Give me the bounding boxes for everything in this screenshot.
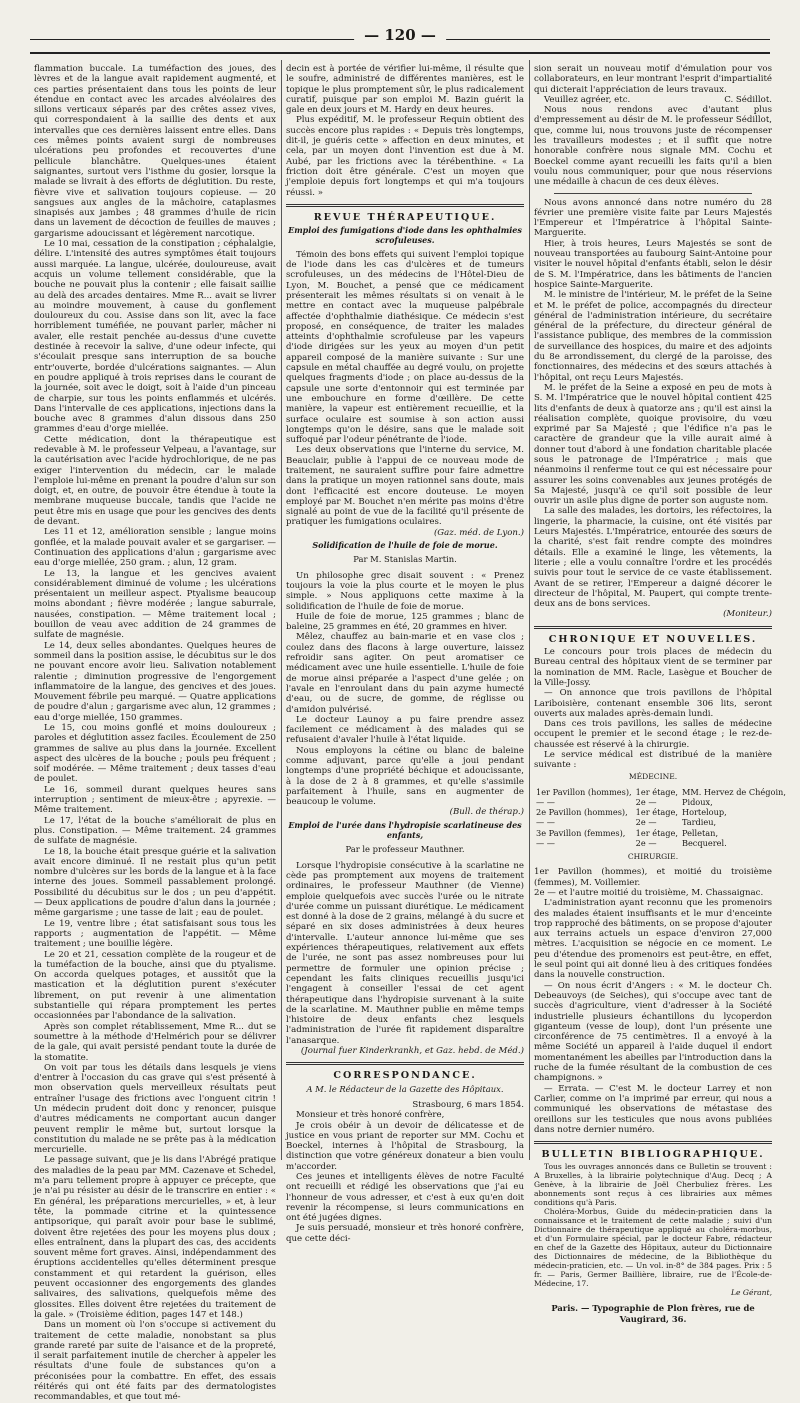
gerant-label: Le Gérant, [730, 1288, 772, 1298]
paragraph: decin est à portée de vérifier lui-même, il résulte que le soufre, administré de différentes manières, est le topique le plus promptement sûr, le plus radicalement curatif, puisque par son emploi M. Bazin guérit la gale en deux jours et M. Hardy en deux heures. [286, 64, 524, 116]
paragraph: Le docteur Launoy a pu faire prendre assez facilement ce médicament à des malades qui se refusaient d'avaler l'huile à l'état liquide. [286, 714, 524, 746]
paragraph: Le 15, cou moins gonflé et moins douloureux ; paroles et déglutition assez faciles. Écoulement de 250 grammes de salive au plus dans la journée. Excellent aspect des ulcères de la bouche ; pouls peu fréquent ; soif modérée. — Même traitement ; deux tasses d'eau de poulet. [34, 723, 276, 785]
paragraph: Les 11 et 12, amélioration sensible ; langue moins gonflée, et la malade pouvait avaler et se gargariser. — Continuation des applications d'alun ; gargarisme avec eau d'orge miellée, 250 gram. ; alun, 12 gram. [34, 527, 276, 569]
paragraph: Plus expéditif, M. le professeur Requin obtient des succès encore plus rapides : « Depuis très longtemps, dit-il, je guéris cette » affection en deux minutes, et cela, par un moyen dont l'invention est due à M. Aubé, par les frictions avec la térébenthine. « La friction doit être générale. C'est un moyen que j'emploie depuis fort longtemps et qui m'a toujours réussi. » [286, 115, 524, 198]
paragraph: — On annonce que trois pavillons de l'hôpital Lariboisière, contenant ensemble 306 lits, seront ouverts aux malades après-demain lundi. [534, 688, 772, 719]
section-rule [534, 1141, 772, 1144]
paragraph: Mêlez, chauffez au bain-marie et en vase clos ; coulez dans des flacons à large ouverture, laissez refroidir sans agiter. On peut aromatiser ce médicament avec une huile essentielle. L'huile de foie de morue ainsi préparée a l'aspect d'une gelée ; on l'avale en l'enroulant dans du pain azyme humecté d'eau, ou de sucre, de gomme, de réglisse ou d'amidon pulvérisé. [286, 632, 524, 715]
paragraph: On voit par tous les détails dans lesquels je viens d'entrer à l'occasion du cas grave qui s'est présenté à mon observation quels merveilleux résultats peut entraîner l'usage des frictions avec l'onguent citrin ! Un médecin prudent doit donc y renoncer, puisque d'autres médicaments ne comportant aucun danger peuvent remplir le même but, surtout lorsque la constitution du malade ne se prête pas à la médication mercurielle. [34, 1062, 276, 1156]
letter-signature: C. Sédillot. [724, 94, 772, 105]
table-row: — — 2e — Tardieu, [536, 817, 717, 828]
column-1 [34, 64, 276, 1403]
paragraph: Le 17, l'état de la bouche s'améliorait de plus en plus. Constipation. — Même traitement. 24 grammes de sulfate de magnésie. [34, 815, 276, 847]
paragraph: Dans ces trois pavillons, les salles de médecine occupent le premier et le second étage ; le rez-de-chaussée est réservé à la chirurgie. [534, 719, 772, 750]
printer-footer: Paris. — Typographie de Plon frères, rue de Vaugirard, 36. [551, 1303, 755, 1324]
paragraph: Le 16, sommeil durant quelques heures sans interruption ; sentiment de mieux-être ; apyrexie. — Même traitement. [34, 784, 276, 816]
paragraph: Un philosophe grec disait souvent : « Prenez toujours la voie la plus courte et le moyen le plus simple. » Nous appliquons cette maxime à la solidification de l'huile de foie de morue. [286, 570, 524, 612]
ornament-rule [554, 193, 752, 194]
paragraph: sion serait un nouveau motif d'émulation pour vos collaborateurs, en leur montrant l'esprit d'impartialité qui dicterait l'appréciation de leurs travaux. [534, 64, 772, 95]
paragraph: Le 19, ventre libre ; état satisfaisant sous tous les rapports ; augmentation de l'appétit. — Même traitement ; une bouillie légère. [34, 918, 276, 950]
section-rule [286, 1062, 524, 1065]
section-title: CHRONIQUE ET NOUVELLES. [548, 633, 758, 645]
paragraph: Le 18, la bouche était presque guérie et la salivation avait encore diminué. Il ne restait plus qu'un petit nombre d'ulcères sur les bords de la langue et à la face interne des joues. Sommeil passablement prolongé. Possibilité du décubitus sur le dos ; un peu d'appétit. — Deux applications de poudre d'alun dans la journée ; même gargarisme ; une tasse de lait ; eau de poulet. [34, 846, 276, 919]
letter-salutation: Monsieur et très honoré confrère, [296, 1110, 445, 1121]
table-row: — — 2e — Pidoux, [536, 796, 713, 807]
paragraph: — Errata. — C'est M. le docteur Larrey et non Carlier, comme on l'a imprimé par erreur, qui nous a communiqué les observations de métastase des oreillons sur les testicules que nous avons publiées dans notre dernier numéro. [534, 1083, 772, 1135]
paragraph: Le 10 mai, cessation de la constipation ; céphalalgie, délire. L'intensité des autres symptômes était toujours aussi marquée. La langue, ulcérée, douloureuse, avait acquis un volume tellement considérable, que la bouche ne pouvait plus la contenir ; elle faisait saillie au delà des arcades dentaires. Mme R... avait se livrer au moindre mouvement, à cause du gonflement douloureux du cou. Assise dans son lit, avec la face horriblement tuméfiée, ne pouvant parler, mâcher ni avaler, elle restait penchée au-dessus d'une cuvette destinée à recevoir la salive, d'une odeur infecte, qui s'écoulait presque sans interruption de sa bouche entr'ouverte, bordée d'ulcérations saignantes. — Alun en poudre appliqué à trois reprises dans le courant de la journée, soit avec le doigt, soit à l'aide d'un pinceau de charpie, sur tous les points enflammés et ulcérés. Dans l'intervalle de ces applications, injections dans la bouche avec 8 grammes d'alun dissous dans 250 grammes d'eau d'orge miellée. [34, 239, 276, 435]
paragraph: Nous avons annoncé dans notre numéro du 28 février une première visite faite par Leurs Majestés l'Empereur et l'Impératrice à l'hôpital Sainte-Marguerite. [534, 197, 772, 239]
paragraph: M. le ministre de l'intérieur, M. le préfet de la Seine et M. le préfet de police, accompagnés du directeur général de l'administration intérieure, du secrétaire général de la préfecture, du directeur général de l'assistance publique, des membres de la commission de surveillance des hospices, du maire et des adjoints du 8e arrondissement, du clergé de la paroisse, des fonctionnaires, des médecins et des sœurs attachés à l'hôpital, ont reçu Leurs Majestés. [534, 290, 772, 383]
paragraph: Ces jeunes et intelligents élèves de notre Faculté ont recueilli et rédigé les observations que j'ai eu l'honneur de vous adresser, et c'est à eux qu'en doit revenir la récompense, si leurs communications en ont été jugées dignes. [286, 1171, 524, 1224]
paragraph: Le 14, deux selles abondantes. Quelques heures de sommeil dans la position assise, le décubitus sur le dos ne pouvant encore avoir lieu. Salivation notablement ralentie ; diminution progressive de l'engorgement inflammatoire de la langue, des gencives et des joues. Mouvement fébrile peu marqué. — Quatre applications de poudre d'alun ; gargarisme avec alun, 12 grammes ; eau d'orge miellée, 150 grammes. [34, 640, 276, 723]
paragraph: Nous employons la cétine ou blanc de baleine comme adjuvant, parce qu'elle a joui pendant longtemps d'une propriété béchique et adoucissante, à la dose de 2 à 8 grammes, et qu'elle s'assimile parfaitement à l'huile, sans en augmenter de beaucoup le volume. [286, 745, 524, 808]
letter-dateline: Strasbourg, 6 mars 1854. [412, 1099, 524, 1110]
paragraph: flammation buccale. La tuméfaction des joues, des lèvres et de la langue avait rapidement augmenté, et ces parties présentaient dans tous les points de leur étendue en contact avec les arcades alvéolaires des sillons verticaux séparés par des crêtes assez vives, qui correspondaient à la saillie des dents et aux intervalles que ces dernières laissent entre elles. Dans ces mêmes points avaient surgi de nombreuses ulcérations peu profondes et recouvertes d'une pellicule blanchâtre. Quelques-unes étaient saignantes, surtout vers l'isthme du gosier, lorsque la malade se livrait à des efforts de déglutition. Du reste, fièvre vive et salivation toujours copieuse. — 20 sangsues aux angles de la mâchoire, cataplasmes sinapisés aux jambes ; 48 grammes d'huile de ricin dans un lavement de décoction de feuilles de mauves ; gargarisme adoucissant et légèrement narcotique. [34, 64, 276, 239]
section-title: REVUE THÉRAPEUTIQUE. [313, 211, 497, 223]
paragraph: Le 13, la langue et les gencives avaient considérablement diminué de volume ; les ulcérations présentaient un meilleur aspect. Ptyalisme beaucoup moins abondant ; fièvre modérée ; langue saburrale, nausées, constipation. — Même traitement local ; bouillon de veau avec addition de 24 grammes de sulfate de magnésie. [34, 568, 276, 641]
column-divider [529, 60, 530, 1160]
article-title: Emploi de l'urée dans l'hydropisie scarlatineuse des enfants, [288, 819, 522, 841]
paragraph: Le passage suivant, que je lis dans l'Abrégé pratique des maladies de la peau par MM. Cazenave et Schedel, m'a paru tellement propre à appuyer ce précepte, que je n'ai pu résister au désir de le transcrire en entier : « En général, les préparations mercurielles, » et, à leur tête, la pommade citrine et la quintessence antipsorique, qui paraît avoir pour base le sublimé, doivent être rejetées des pour les moyens plus doux ; elles entraînent, dans la plupart des cas, des accidents souvent même fort graves. Ainsi, indépendamment des éruptions accidentelles qu'elles déterminent presque constamment et qui retardent la guérison, elles peuvent occasionner des engorgements des glandes salivaires, des salivations, quelquefois même des glossites. Elles doivent être rejetées du traitement de la gale. » (Troisième édition, pages 147 et 148.) [34, 1155, 276, 1320]
paragraph: Je suis persuadé, monsieur et très honoré confrère, que cette déci- [286, 1223, 524, 1244]
paragraph: M. le préfet de la Seine a exposé en peu de mots à S. M. l'Impératrice que le nouvel hôpital contient 425 lits d'enfants de deux à quatorze ans ; qu'il est ainsi la réalisation complète, quoique provisoire, du vœu exprimé par Sa Majesté ; que l'édifice n'a pas le caractère de grandeur que la ville aurait aimé à donner tout d'abord à une fondation charitable placée sous le patronage de l'Impératrice ; mais que néanmoins il renferme tout ce qui est nécessaire pour assurer les soins convenables aux jeunes protégés de Sa Majesté, jusqu'à ce qu'il soit possible de leur ouvrir un asile plus digne de porter son auguste nom. [534, 382, 772, 507]
article-source: (Gaz. méd. de Lyon.) [433, 527, 524, 538]
paragraph: Le service médical est distribué de la manière suivante : [534, 750, 772, 771]
article-source: (Journal fuer Kinderkrankh, et Gaz. hebd. de Méd.) [300, 1046, 524, 1057]
table-row: 1er Pavillon (hommes), 1er étage, MM. Hervez de Chégoin, [536, 786, 786, 797]
subsection-label: CHIRURGIE. [627, 852, 679, 862]
column-divider [281, 60, 282, 1160]
letter-address: A M. le Rédacteur de la Gazette des Hôpitaux. [306, 1083, 504, 1094]
paragraph: Dans un moment où l'on s'occupe si activement du traitement de cette maladie, nonobstant sa plus grande rareté par suite de l'aisance et de la propreté, il serait parfaitement inutile de chercher à appeler les résultats d'une foule de substances qu'on a préconisées pour la combattre. En effet, des essais réitérés qui ont été faits par des dermatologistes recommandables, et que tout mé- [34, 1320, 276, 1403]
table-row: — — 2e — Becquerel. [536, 838, 727, 849]
column-3 [534, 64, 786, 1324]
paragraph: 2e — et l'autre moitié du troisième, M. Chassaignac. [534, 887, 764, 898]
closing-text: Veuillez agréer, etc. [544, 94, 631, 105]
paragraph: La salle des malades, les dortoirs, les réfectoires, la lingerie, la pharmacie, la cuisine, ont été visités par Leurs Majestés. L'Impératrice, entourée des sœurs de la charité, s'est fait rendre compte des moindres détails. Elle a examiné le linge, les vêtements, la literie ; elle a voulu connaître l'ordre et les procédés suivis pour tout le service de ce vaste établissement. Avant de se retirer, l'Empereur a daigné décorer le directeur de l'hôpital, M. Paupert, qui compte trente-deux ans de bons services. [534, 506, 772, 610]
paragraph: Hier, à trois heures, Leurs Majestés se sont de nouveau transportées au faubourg Saint-Antoine pour visiter le nouvel hôpital d'enfants établi, selon le désir de S. M. l'Impératrice, dans les bâtiments de l'ancien hospice Sainte-Marguerite. [534, 238, 772, 290]
article-author: Par M. Stanislas Martin. [353, 554, 457, 565]
subsection-label: MÉDECINE. [628, 771, 678, 781]
section-rule [286, 204, 524, 207]
ward-table [534, 787, 788, 849]
paragraph: Je crois obéir à un devoir de délicatesse et de justice en vous priant de reporter sur MM. Cochu et Boeckel, internes à l'hôpital de Strasbourg, la distinction que votre généreux donateur a bien voulu m'accorder. [286, 1120, 524, 1172]
section-rule [534, 626, 772, 629]
paragraph: Le concours pour trois places de médecin du Bureau central des hôpitaux vient de se terminer par la nomination de MM. Racle, Lasègue et Boucher de la Ville-Jossy. [534, 647, 772, 688]
column-2 [286, 64, 524, 1244]
page-number: — 120 — [354, 30, 446, 40]
paragraph: Témoin des bons effets qui suivent l'emploi topique de l'iode dans les cas d'ulcères et de tumeurs scrofuleuses, un des médecins de l'Hôtel-Dieu de Lyon, M. Bouchet, a pensé que ce médicament présenterait les mêmes résultats si on venait à le mettre en contact avec la muqueuse palpébrale affectée d'ophthalmie diathésique. Ce médecin s'est proposé, en conséquence, de traiter les malades atteints d'ophthalmie scrofuleuse par les vapeurs d'iode dirigées sur les yeux au moyen d'un petit appareil composé de la manière suivante : Sur une capsule en métal chauffée au degré voulu, on projette quelques fragments d'iode ; on place au-dessus de la capsule une sorte d'entonnoir qui est terminée par une embouchure en forme d'œillère. De cette manière, la vapeur est entièrement recueillie, et la surface oculaire est soumise à son action aussi longtemps qu'on le désire, sans que le malade soit suffoqué par l'odeur pénétrante de l'iode. [286, 249, 524, 446]
article-source: (Moniteur.) [723, 609, 772, 620]
page-header [30, 28, 770, 54]
table-row: 3e Pavillon (femmes), 1er étage, Pelletan, [536, 827, 719, 838]
section-title: BULLETIN BIBLIOGRAPHIQUE. [541, 1149, 765, 1161]
paragraph: 1er Pavillon (hommes), et moitié du troisième (femmes), M. Voillemier. [534, 867, 772, 888]
paragraph: L'administration ayant reconnu que les promenoirs des malades étaient insuffisants et le mur d'enceinte trop rapproché des bâtiments, on se propose d'ajouter aux terrains actuels un espace d'environ 27,000 mètres. L'acquisition se négocie en ce moment. Le peu d'étendue des promenoirs est peut-être, en effet, le seul point qui ait donné lieu à des critiques fondées dans la nouvelle construction. [534, 898, 772, 981]
paragraph: Après son complet rétablissement, Mme R... dut se soumettre à la méthode d'Helmérich pour se délivrer de la gale, qui avait persisté pendant toute la durée de la stomatite. [34, 1021, 276, 1063]
paragraph: Huile de foie de morue, 125 grammes ; blanc de baleine, 25 grammes en été, 20 grammes en hiver. [286, 611, 524, 633]
article-source: (Bull. de thérap.) [449, 807, 524, 818]
bulletin-intro: Tous les ouvrages annoncés dans ce Bulletin se trouvent : A Bruxelles, à la librairie polytechnique d'Aug. Decq ; A Genève, à la librairie de Joël Cherbuliez frères. Les abonnements sont reçus à ces librairies aux mêmes conditions qu'à Paris. [534, 1162, 772, 1208]
editor-note: Nous nous rendons avec d'autant plus d'empressement au désir de M. le professeur Sédillot, que, comme lui, nous trouvons juste de récompenser les travailleurs modestes ; et il suffit que notre honorable confrère nous signale MM. Cochu et Boeckel comme ayant recueilli les faits qu'il a bien voulu nous communiquer, pour que nous réservions une médaille à chacun de ces deux élèves. [534, 105, 772, 188]
letter-closing [534, 95, 772, 105]
article-title: Solidification de l'huile de foie de morue. [312, 540, 498, 551]
header-underline [30, 52, 770, 54]
paragraph: Cette médication, dont la thérapeutique est redevable à M. le professeur Velpeau, a l'avantage, sur la cautérisation avec l'acide hydrochlorique, de ne pas exiger l'intervention du médecin, car le malade l'emploie lui-même en prenant la poudre d'alun sur son doigt, et, en outre, de pouvoir être étendue à toute la membrane muqueuse buccale, tandis que l'acide ne peut être mis en usage que pour les gencives des dents de devant. [34, 434, 276, 528]
paragraph: — On nous écrit d'Angers : « M. le docteur Ch. Debeauvoys (de Seiches), qui s'occupe avec tant de succès d'agriculture, vient d'adresser à la Société industrielle plusieurs échantillons du lycoperdon giganteum (vesse de loup), dont l'un présente une circonférence de 75 centimètres. Il a envoyé à la même Société un appareil à l'aide duquel il endort momentanément les abeilles par l'introduction dans la ruche de la fumée résultant de la combustion de ces champignons. » [534, 980, 772, 1084]
section-title: CORRESPONDANCE. [333, 1070, 477, 1082]
table-row: 2e Pavillon (hommes), 1er étage, Horteloup, [536, 807, 727, 818]
article-author: Par le professeur Mauthner. [345, 844, 465, 855]
bulletin-entry: Choléra-Morbus, Guide du médecin-praticien dans la connaissance et le traitement de cette maladie ; suivi d'un Dictionnaire de thérapeutique appliqué au choléra-morbus, et d'un Formulaire spécial, par le docteur Fabre, rédacteur en chef de la Gazette des Hôpitaux, auteur du Dictionnaire des Dictionnaires de médecine, de la Bibliothèque du médecin-praticien, etc. — Un vol. in-8° de 384 pages. Prix : 5 fr. — Paris, Germer Baillière, libraire, rue de l'École-de-Médecine, 17. [534, 1207, 772, 1289]
article-title: Emploi des fumigations d'iode dans les ophthalmies scrofuleuses. [288, 225, 522, 246]
paragraph: Lorsque l'hydropisie consécutive à la scarlatine ne cède pas promptement aux moyens de traitement ordinaires, le professeur Mauthner (de Vienne) emploie quelquefois avec succès l'urée ou le nitrate d'urée comme un puissant diurétique. Le médicament est donné à la dose de 2 grains, mélangé à du sucre et séparé en six doses administrées à deux heures d'intervalle. L'auteur annonce lui-même que ses expériences thérapeutiques, relativement aux effets de l'urée, ne sont pas assez nombreuses pour lui permettre de formuler une opinion précise ; cependant les faits cliniques recueillis jusqu'ici l'engagent à conseiller l'essai de cet agent thérapeutique dans l'hydropisie survenant à la suite de la scarlatine. M. Mauthner publie en même temps l'histoire de deux enfants chez lesquels l'administration de l'urée fit rapidement disparaître l'anasarque. [286, 860, 524, 1046]
paragraph: Le 20 et 21, cessation complète de la rougeur et de la tuméfaction de la bouche, ainsi que du ptyalisme. On accorda quelques potages, et aussitôt que la mastication et la déglutition purent s'exécuter librement, on put revenir à une alimentation substantielle qui répara promptement les pertes occasionnées par l'abondance de la salivation. [34, 949, 276, 1022]
paragraph: Les deux observations que l'interne du service, M. Beauclair, publie à l'appui de ce nouveau mode de traitement, ne sauraient suffire pour faire admettre dans la pratique un moyen rationnel sans doute, mais dont l'efficacité est encore douteuse. Le moyen employé par M. Bouchet n'en mérite pas moins d'être signalé au point de vue de la facilité qu'il présente de pratiquer les fumigations oculaires. [286, 445, 524, 528]
